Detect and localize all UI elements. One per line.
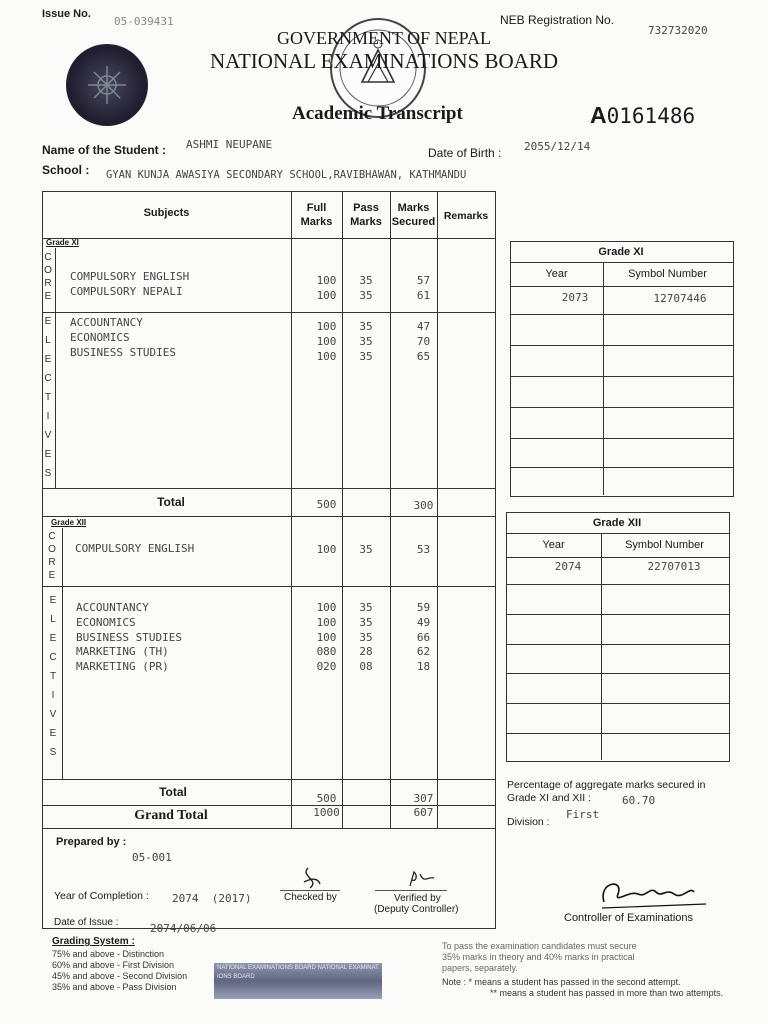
subjects-header: Subjects xyxy=(143,207,190,219)
aggregate-percentage-label: Percentage of aggregate marks secured in Grade XI and XII : xyxy=(507,779,706,804)
school-name: GYAN KUNJA AWASIYA SECONDARY SCHOOL,RAVIBHAWAN, KATHMANDU xyxy=(106,169,467,181)
grading-item: 35% and above - Pass Division xyxy=(52,982,177,992)
date-of-issue-label: Date of Issue : xyxy=(54,917,119,928)
grade-xii-total-label: Total xyxy=(159,785,187,799)
controller-label: Controller of Examinations xyxy=(564,912,694,924)
prepared-by-label: Prepared by : xyxy=(56,836,127,848)
government-title: GOVERNMENT OF NEPAL xyxy=(276,28,492,48)
dob-label: Date of Birth : xyxy=(428,146,502,160)
date-of-issue: 2074/06/06 xyxy=(150,922,217,935)
note-line: To pass the examination candidates must secure xyxy=(442,941,637,951)
grade-xi-symbol-number: 12707446 xyxy=(653,292,707,305)
grade-xii-label: Grade XII xyxy=(51,518,87,527)
grade-xii-total-secured: 307 xyxy=(413,792,434,805)
grand-total-label: Grand Total xyxy=(134,808,208,823)
grading-item: 45% and above - Second Division xyxy=(52,971,188,981)
school-label: School : xyxy=(42,163,90,177)
grade-xii-year: 2074 xyxy=(554,560,582,573)
aggregate-percentage: 60.70 xyxy=(622,794,656,807)
issue-label: Issue No. xyxy=(42,8,91,20)
grade-xi-total-secured: 300 xyxy=(413,499,434,512)
grading-system-title: Grading System : xyxy=(52,936,135,947)
year-of-completion-label: Year of Completion : xyxy=(54,890,149,902)
year-of-completion: 2074 (2017) xyxy=(172,892,252,905)
grade-xii-symbol-number: 22707013 xyxy=(647,560,701,573)
pass-marks-header: Pass Marks xyxy=(350,202,382,228)
grand-total-full: 1000 xyxy=(313,806,340,819)
grade-xi-total-label: Total xyxy=(157,495,185,509)
date-of-birth: 2055/12/14 xyxy=(524,140,591,153)
student-name-label: Name of the Student : xyxy=(42,143,167,157)
issue-number: 05-039431 xyxy=(114,15,174,28)
prepared-by-value: 05-001 xyxy=(132,851,172,864)
security-hologram: NATIONAL EXAMINATIONS BOARD NATIONAL EXAMINATIONS BOARD xyxy=(214,963,382,999)
grade-xii-symbol-header: Symbol Number xyxy=(625,539,704,551)
grand-total-secured: 607 xyxy=(413,806,434,819)
board-title: NATIONAL EXAMINATIONS BOARD xyxy=(209,49,559,73)
grading-item: 75% and above - Distinction xyxy=(52,949,165,959)
note-line: ** means a student has passed in more than two attempts. xyxy=(490,988,724,998)
student-name: ASHMI NEUPANE xyxy=(186,138,273,151)
grade-xi-symbol-header: Symbol Number xyxy=(628,268,707,280)
grade-xi-year-header: Year xyxy=(545,268,568,280)
grade-xi-symbol-title: Grade XI xyxy=(598,246,644,258)
grade-xii-year-header: Year xyxy=(542,539,565,551)
note-line: Note : * means a student has passed in the second attempt. xyxy=(442,977,681,987)
controller-signature-icon xyxy=(594,872,714,916)
grade-xi-label: Grade XI xyxy=(46,238,79,247)
registration-label: NEB Registration No. xyxy=(500,13,615,27)
checked-by-label: Checked by xyxy=(284,892,337,903)
document-title: Academic Transcript xyxy=(292,103,463,124)
remarks-header: Remarks xyxy=(443,210,489,222)
division-label: Division : xyxy=(507,816,550,828)
verified-by-label: Verified by xyxy=(394,893,441,904)
grade-xi-year: 2073 xyxy=(561,291,589,304)
grading-item: 60% and above - First Division xyxy=(52,960,175,970)
note-line: 35% marks in theory and 40% marks in practical xyxy=(442,952,635,962)
registration-number: 732732020 xyxy=(648,24,708,37)
full-marks-header: Full Marks xyxy=(300,202,333,228)
grade-xii-symbol-title: Grade XII xyxy=(592,517,642,529)
grade-xi-total-full: 500 xyxy=(316,498,337,511)
serial-number: A0161486 xyxy=(590,102,696,128)
deputy-controller-label: (Deputy Controller) xyxy=(374,904,459,915)
division-value: First xyxy=(566,808,600,821)
marks-secured-header: Marks Secured xyxy=(391,202,436,228)
note-line: papers, separately. xyxy=(442,963,518,973)
verifier-signature-icon xyxy=(404,868,440,892)
checker-signature-icon xyxy=(290,866,338,892)
grade-xii-total-full: 500 xyxy=(316,792,337,805)
